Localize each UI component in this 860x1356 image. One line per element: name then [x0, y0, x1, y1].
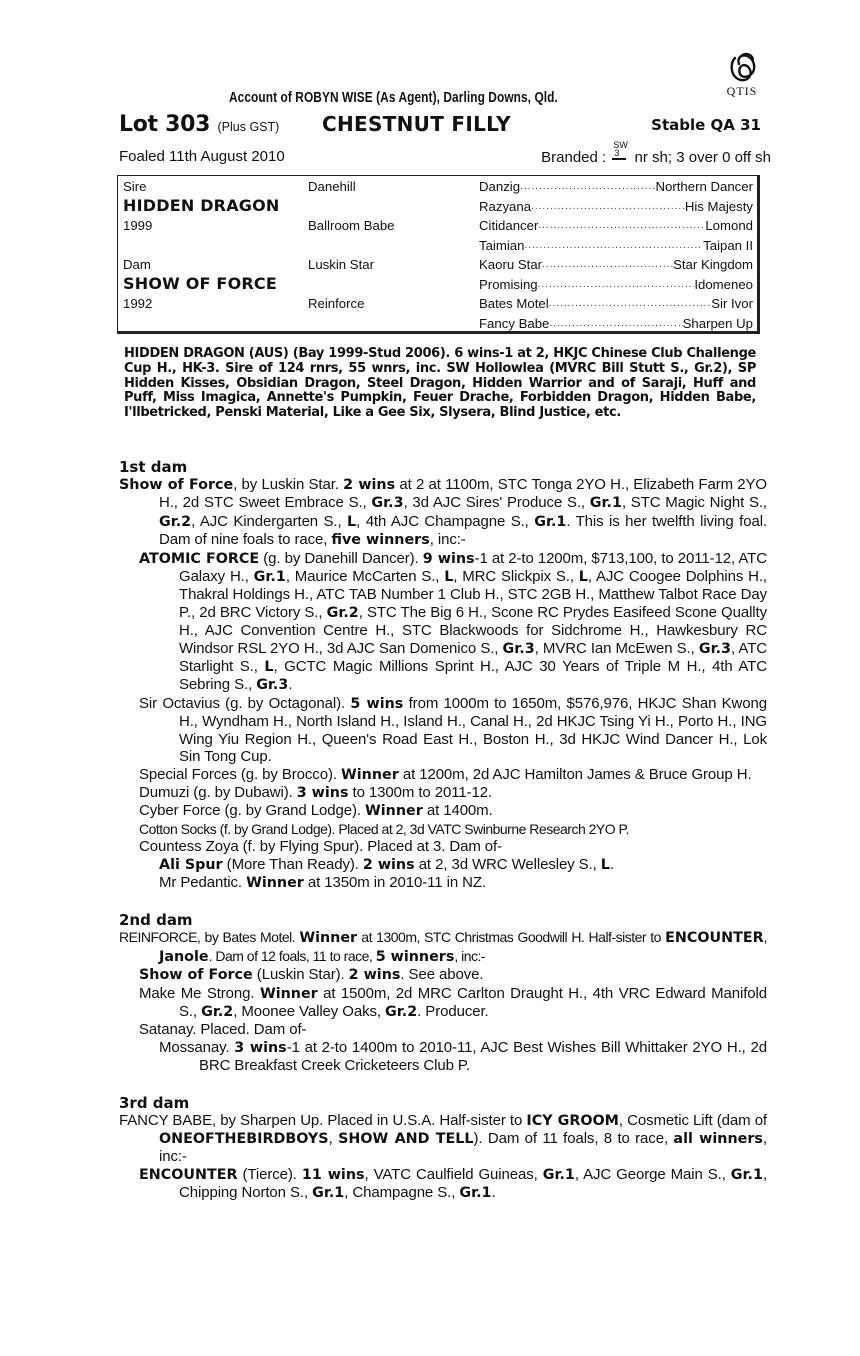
qtis-logo-icon	[725, 50, 759, 84]
lot-label: Lot 303	[119, 112, 211, 137]
grade: Gr.3	[698, 640, 731, 657]
progeny-atomic-force	[119, 550, 767, 695]
brand-bottom: 3	[614, 148, 620, 158]
grade: Gr.1	[542, 1166, 575, 1183]
text: at 1200m, 2d AJC Hamilton James & Bruce Group H.	[398, 765, 752, 783]
lot-number	[119, 112, 279, 137]
text: , Chipping Norton S.,	[179, 1165, 768, 1202]
gen3-row	[479, 314, 753, 334]
text: , Cosmetic Lift (dam of	[618, 1111, 768, 1129]
wins: Winner	[259, 985, 318, 1002]
second-dam-heading: 2nd dam	[119, 911, 193, 930]
progeny-special-forces	[119, 766, 767, 784]
horse-name: Janole	[159, 948, 209, 965]
text: ,	[763, 929, 767, 946]
gen3-right: Taipan II	[703, 237, 753, 253]
wins: 2 wins	[348, 967, 401, 984]
gen3-left: Razyana	[479, 198, 532, 214]
sire-summary: HIDDEN DRAGON (AUS) (Bay 1999-Stud 2006). 6 wins-1 at 2, HKJC Chinese Club Challenge Cup H., HK-3. Sire of 124 rnrs, 55 wnrs, inc. SW Hollowlea (MVRC Bill Stutt S., Gr.2), SP Hidden Kisses, Obsidian Dragon, Steel Dragon, Hidden Warrior and of Saraji, Huff and Puff, Miss Imagica, Annette's Pumpkin, Feuer Drache, Forbidden Dragon, Hidden Babe, I'llbetricked, Penski Material, Like a Gee Six, Slysera, Blind Justice, etc.	[124, 346, 756, 421]
text: , 3d AJC Sires' Produce S.,	[403, 494, 590, 512]
horse-name: Show of Force	[139, 967, 253, 984]
text: at 1350m in 2010-11 in NZ.	[303, 873, 486, 891]
progeny-encounter	[119, 1166, 767, 1203]
horse-name: ENCOUNTER	[139, 1166, 238, 1183]
grade: L	[264, 659, 274, 676]
gen3-left: Promising	[479, 276, 538, 292]
text: . Dam of 12 foals, 11 to race,	[208, 947, 376, 964]
grade: Gr.3	[256, 677, 289, 694]
wins: 3 wins	[296, 784, 349, 801]
text: Sir Octavius (g. by Octagonal).	[139, 694, 351, 712]
gen3-left: Taimian	[479, 237, 525, 253]
leader-dots	[531, 197, 685, 217]
brand-top: SW	[613, 140, 628, 150]
gen3-left: Fancy Babe	[479, 315, 550, 331]
winners: all winners	[673, 1131, 763, 1147]
horse-name: ENCOUNTER	[665, 930, 764, 947]
wins: 9 wins	[422, 550, 475, 567]
text: FANCY BABE, by Sharpen Up. Placed in U.S.A. Half-sister to	[119, 1111, 527, 1129]
wins: 11 wins	[301, 1166, 365, 1183]
text: , STC Magic Night S.,	[621, 494, 767, 512]
horse-name: ONEOFTHEBIRDBOYS	[159, 1131, 329, 1147]
horse-name: ATOMIC FORCE	[139, 550, 260, 567]
wins: 3 wins	[234, 1039, 287, 1056]
progeny-satanay: Satanay. Placed. Dam of-	[139, 1021, 307, 1039]
gen3-right: His Majesty	[684, 198, 753, 214]
text: , ATC Starlight S.,	[179, 639, 767, 676]
grade: Gr.1	[589, 495, 622, 512]
text: , Champagne S.,	[344, 1184, 460, 1202]
gen3-row	[479, 255, 753, 275]
branded-details: nr sh; 3 over 0 off sh	[634, 149, 771, 166]
gen3-right: Sir Ivor	[711, 296, 753, 311]
text: , 4th AJC Champagne S.,	[356, 512, 535, 530]
pedigree-table	[117, 175, 760, 334]
text: Mr Pedantic.	[159, 873, 247, 891]
progeny-make-me-strong	[119, 985, 767, 1022]
text: , GCTC Magic Millions Sprint H., AJC 30 Years of Triple M H., 4th ATC Sebring S.,	[179, 658, 767, 694]
gen3-row	[479, 275, 753, 295]
text: at 2, 3d WRC Wellesley S.,	[414, 855, 601, 873]
text: at 1300m, STC Christmas Goodwill H. Half-sister to	[357, 929, 666, 946]
text: .	[288, 676, 293, 694]
grade: Gr.1	[312, 1185, 345, 1202]
wins: Winner	[299, 930, 358, 947]
text: . Producer.	[417, 1002, 489, 1020]
text: to 1300m to 2011-12.	[348, 783, 493, 801]
branded-label: Branded :	[541, 149, 607, 166]
progeny-cotton-socks: Cotton Socks (f. by Grand Lodge). Placed at 2, 3d VATC Swinburne Research 2YO P.	[139, 820, 629, 837]
gen3-right: Lomond	[705, 218, 753, 233]
brand-bar	[612, 158, 626, 160]
text: , Maurice McCarten S.,	[285, 568, 445, 586]
sire-name: HIDDEN DRAGON	[123, 196, 280, 215]
dam-name: Show of Force	[119, 477, 234, 493]
grandprogeny-ali-spur	[119, 856, 767, 874]
text: , STC The Big 6 H., Scone RC Prydes Easifeed Scone Quallty H., AJC Convention Centre H., STC Blackwoods for Sidchrome H., Hawkesbury RC Windsor RSL 2YO H., 3d AJC San Domenico S.,	[179, 603, 767, 657]
wins: 2 wins	[362, 856, 415, 873]
gen3-right: Star Kingdom	[673, 257, 753, 272]
grade: Gr.2	[201, 1003, 234, 1020]
text: (g. by Danehill Dancer).	[259, 549, 423, 567]
text: , Moonee Valley Oaks,	[233, 1002, 386, 1020]
text: at 2 at 1100m, STC Tonga 2YO H., Elizabeth Farm 2YO H., 2d STC Sweet Embrace S.,	[159, 476, 767, 512]
gen3-left: Danzig	[479, 179, 521, 194]
section-gap	[119, 892, 767, 912]
text: REINFORCE, by Bates Motel.	[119, 929, 300, 946]
text: . This is her twelfth living foal. Dam of nine foals to race,	[159, 512, 767, 549]
horse-description: CHESTNUT FILLY	[322, 112, 511, 136]
text: (Luskin Star).	[252, 966, 349, 984]
dam-name: SHOW OF FORCE	[123, 274, 277, 293]
gen3-right: Idomeneo	[694, 276, 753, 292]
section-gap	[119, 1075, 767, 1095]
text: , inc:-	[454, 947, 486, 964]
grade: Gr.2	[385, 1003, 418, 1020]
wins: Winner	[340, 766, 399, 783]
text: , inc:-	[429, 531, 466, 549]
horse-name: Ali Spur	[159, 856, 223, 873]
text: , AJC Coogee Dolphins H., Thakral Holdings H., ATC TAB Number 1 Club H., STC 2GB H., Matthew Talbot Race Day P., 2d BRC Victory S.,	[179, 568, 767, 621]
sire-year: 1999	[123, 218, 153, 233]
text: , AJC Kindergarten S.,	[191, 512, 348, 530]
progeny-dumuzi	[119, 784, 767, 802]
lot-line	[119, 112, 759, 138]
qtis-logo-text: QTIS	[726, 84, 758, 98]
first-dam-entry	[119, 476, 767, 550]
dam-dam: Reinforce	[308, 296, 365, 311]
text: Cyber Force (g. by Grand Lodge).	[139, 802, 365, 820]
text: at 1500m, 2d MRC Carlton Draught H., 4th VRC Edward Manifold S.,	[179, 984, 767, 1020]
grade: Gr.2	[159, 513, 192, 530]
wins: Winner	[364, 803, 423, 820]
leader-dots	[520, 177, 655, 197]
grade: L	[600, 856, 610, 873]
text: (More Than Ready).	[222, 855, 363, 873]
grandprogeny-mossanay	[119, 1039, 767, 1075]
grade: Gr.3	[502, 640, 535, 657]
brand-mark-icon	[612, 140, 628, 163]
qtis-logo	[716, 50, 768, 97]
gst-note: (Plus GST)	[217, 120, 280, 134]
text: .	[491, 1184, 496, 1202]
text: . See above.	[400, 966, 484, 984]
second-dam-entry	[119, 929, 767, 966]
text: , VATC Caulfield Guineas,	[364, 1165, 543, 1183]
text: Dumuzi (g. by Dubawi).	[139, 783, 297, 801]
gen3-row	[479, 216, 753, 236]
gen3-row	[479, 197, 753, 217]
third-dam-heading: 3rd dam	[119, 1093, 190, 1112]
text: ). Dam of 11 foals, 8 to race,	[473, 1130, 674, 1147]
leader-dots	[524, 236, 703, 256]
gen3-row	[479, 294, 753, 314]
leader-dots	[538, 275, 695, 295]
leader-dots	[542, 255, 673, 275]
gen3-left: Bates Motel	[479, 296, 549, 311]
dam-label: Dam	[123, 257, 151, 272]
gen3-right: Sharpen Up	[682, 315, 753, 331]
grade: Gr.2	[326, 604, 359, 621]
vendor-account: Account of ROBYN WISE (As Agent), Darling Downs, Qld.	[229, 90, 558, 106]
grade: L	[347, 513, 357, 530]
text: , inc:-	[159, 1130, 767, 1166]
grade: Gr.1	[730, 1166, 763, 1183]
text: .	[609, 855, 614, 873]
winners: 5 winners	[375, 948, 455, 965]
first-dam-heading: 1st dam	[119, 458, 188, 476]
text: , by Luskin Star.	[233, 476, 344, 493]
grandprogeny-mr-pedantic	[119, 874, 767, 892]
pedigree-body	[119, 459, 767, 1203]
text: , MRC Slickpix S.,	[453, 568, 579, 586]
grade: Gr.1	[534, 513, 567, 530]
text: Mossanay.	[159, 1038, 235, 1056]
winners: five winners	[331, 532, 430, 549]
text: from 1000m to 1650m, $576,976, HKJC Shan Kwong H., Wyndham H., North Island H., Island H., Canal H., 2d HKJC Tsing Yi H., Porto H., ING Wing Yiu Region H., Queen's Road East H., Boston H., 3d HKJC Wind Dancer H., Lok Sin Tong Cup.	[179, 694, 767, 766]
wins: 2 wins	[343, 477, 396, 493]
stable-number: Stable QA 31	[651, 116, 761, 134]
leader-dots	[538, 216, 705, 236]
dam-sire: Luskin Star	[308, 257, 374, 272]
text: ,	[328, 1130, 339, 1147]
sire-sire: Danehill	[308, 179, 356, 194]
progeny-sir-octavius	[119, 695, 767, 766]
text: , AJC George Main S.,	[574, 1165, 731, 1183]
third-dam-entry	[119, 1112, 767, 1166]
leader-dots	[549, 314, 682, 334]
gen3-row	[479, 236, 753, 256]
brand-info	[541, 140, 771, 166]
text: Special Forces (g. by Brocco).	[139, 765, 341, 783]
gen3-row	[479, 177, 753, 197]
text: -1 at 2-to 1400m to 2010-11, AJC Best Wishes Bill Whittaker 2YO H., 2d BRC Breakfast Creek Cricketeers Club P.	[199, 1038, 767, 1075]
leader-dots	[549, 294, 712, 314]
grade: L	[444, 569, 454, 586]
grade: Gr.1	[253, 569, 286, 586]
progeny-countess-zoya: Countess Zoya (f. by Flying Spur). Placed at 3. Dam of-	[139, 838, 502, 856]
text: -1 at 2-to 1200m, $713,100, to 2011-12, ATC Galaxy H.,	[179, 549, 767, 586]
foaled-date: Foaled 11th August 2010	[119, 148, 285, 165]
wins: 5 wins	[350, 695, 404, 712]
sire-dam: Ballroom Babe	[308, 218, 395, 233]
dam-year: 1992	[123, 296, 153, 311]
text: , MVRC Ian McEwen S.,	[534, 639, 699, 657]
sire-label: Sire	[123, 179, 147, 194]
gen3-left: Kaoru Star	[479, 257, 543, 272]
grade: Gr.3	[371, 495, 404, 512]
text: at 1400m.	[422, 802, 493, 820]
text: Make Me Strong.	[139, 984, 260, 1002]
wins: Winner	[246, 874, 304, 891]
text: (Tierce).	[237, 1165, 302, 1183]
progeny-show-of-force	[119, 966, 767, 984]
horse-name: SHOW AND TELL	[338, 1131, 474, 1147]
horse-name: ICY GROOM	[526, 1112, 619, 1129]
gen3-left: Citidancer	[479, 218, 539, 233]
progeny-cyber-force	[119, 802, 767, 820]
grade: Gr.1	[459, 1185, 492, 1202]
gen3-right: Northern Dancer	[655, 179, 753, 194]
grade: L	[578, 569, 588, 586]
